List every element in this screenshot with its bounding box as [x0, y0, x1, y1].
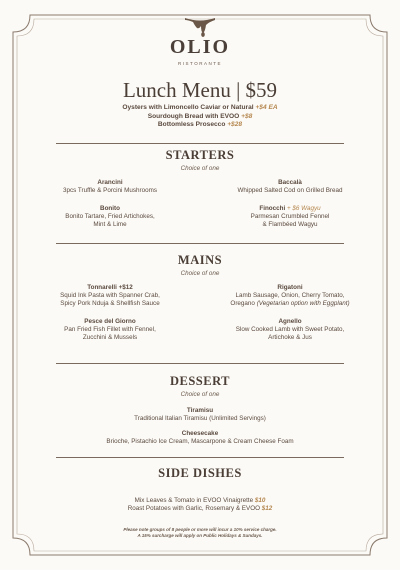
side-text: Mix Leaves & Tomato in EVOO Vinaigrette	[134, 497, 254, 504]
dish-name: Rigatoni	[277, 284, 303, 291]
dessert-title: DESSERT	[169, 374, 231, 388]
dish-name: Baccalà	[278, 179, 302, 186]
dish-description-cont: Spicy Pork Nduja & Shellfish Sauce	[60, 299, 160, 307]
main-item	[200, 318, 380, 341]
starters-subtitle: Choice of one	[180, 165, 220, 172]
dessert-item	[16, 430, 384, 446]
sides-list	[16, 497, 384, 514]
brand-name: OLIO	[169, 36, 231, 58]
extra-item	[16, 104, 384, 113]
side-item	[16, 505, 384, 513]
footer-notes	[16, 527, 384, 540]
dish-name: Tiramisu	[186, 407, 214, 414]
main-item	[200, 284, 380, 307]
dish-description: Whipped Salted Cod on Grilled Bread	[237, 186, 343, 194]
side-price: $10	[254, 497, 266, 504]
side-price: $12	[261, 505, 273, 513]
dish-description: Slow Cooked Lamb with Sweet Potato,	[235, 325, 345, 333]
mains-subtitle: Choice of one	[180, 270, 220, 277]
mains-title: MAINS	[177, 253, 223, 267]
main-item	[20, 284, 200, 307]
dish-name: Finocchi	[259, 205, 286, 212]
extras-list	[16, 104, 384, 130]
dish-description: Traditional Italian Tiramisu (Unlimited Servings)	[134, 414, 266, 422]
starter-item	[200, 205, 380, 228]
menu-content	[16, 14, 384, 556]
footer-line: Please note groups of 8 people or more will incur a 10% service charge.	[123, 527, 277, 532]
extra-price: +$4 EA	[255, 104, 278, 111]
extra-price: +$8	[241, 112, 253, 120]
brand-subtitle: RISTORANTE	[178, 61, 222, 66]
extra-text: Bottomless Prosecco	[157, 121, 226, 129]
menu-title: Lunch Menu | $59	[122, 78, 278, 102]
dish-name: Tonnarelli +$12	[87, 284, 133, 291]
dish-description: Lamb Sausage, Onion, Cherry Tomato,	[235, 291, 345, 299]
dish-description: Bonito Tartare, Fried Artichokes,	[65, 212, 155, 220]
section-divider	[56, 143, 344, 144]
extra-text: Sourdough Bread with EVOO	[147, 112, 240, 120]
dish-description-cont: & Flambéed Wagyu	[262, 220, 318, 228]
side-item	[16, 497, 384, 505]
dish-description-cont: Oregano	[230, 299, 257, 307]
dish-description-cont: Mint & Lime	[93, 220, 127, 228]
dish-note: (Vegetarian option with Eggplant)	[256, 299, 350, 307]
dessert-item	[16, 407, 384, 423]
section-divider	[56, 243, 344, 244]
dish-description: 3pcs Truffle & Porcini Mushrooms	[62, 186, 158, 194]
section-divider	[56, 457, 344, 458]
starters-title: STARTERS	[165, 148, 235, 162]
starter-item	[20, 205, 200, 228]
dish-name: Agnello	[278, 318, 302, 325]
dish-name: Arancini	[97, 179, 123, 186]
starter-item	[200, 179, 380, 195]
dish-name: Bonito	[100, 205, 120, 212]
dish-name: Cheesecake	[181, 430, 219, 437]
dish-description: Brioche, Pistachio Ice Cream, Mascarpone & Cream Cheese Foam	[106, 437, 294, 445]
dish-description: Squid Ink Pasta with Spanner Crab,	[60, 291, 160, 299]
extra-item	[16, 113, 384, 122]
starter-item	[20, 179, 200, 195]
dessert-subtitle: Choice of one	[180, 391, 220, 398]
oil-drip-logo-icon	[183, 14, 217, 38]
section-divider	[56, 363, 344, 364]
dish-description: Parmesan Crumbled Fennel	[250, 212, 330, 220]
extra-text: Oysters with Limoncello Caviar or Natural	[122, 104, 254, 111]
extra-item	[16, 121, 384, 130]
side-text: Roast Potatoes with Garlic, Rosemary & EVOO	[127, 505, 260, 513]
dish-description-cont: Artichoke & Jus	[268, 333, 312, 341]
dish-description: Pan Fried Fish Fillet with Fennel,	[64, 325, 156, 333]
extra-price: +$28	[227, 121, 243, 129]
footer-line: A 15% surcharge will apply on Public Holidays & Sundays.	[137, 533, 263, 539]
sides-title: SIDE DISHES	[158, 466, 242, 480]
dish-price: + $6 Wagyu	[286, 205, 321, 212]
main-item	[20, 318, 200, 341]
dish-description-cont: Zucchini & Mussels	[82, 333, 138, 341]
dish-name: Pesce del Giorno	[84, 318, 136, 325]
